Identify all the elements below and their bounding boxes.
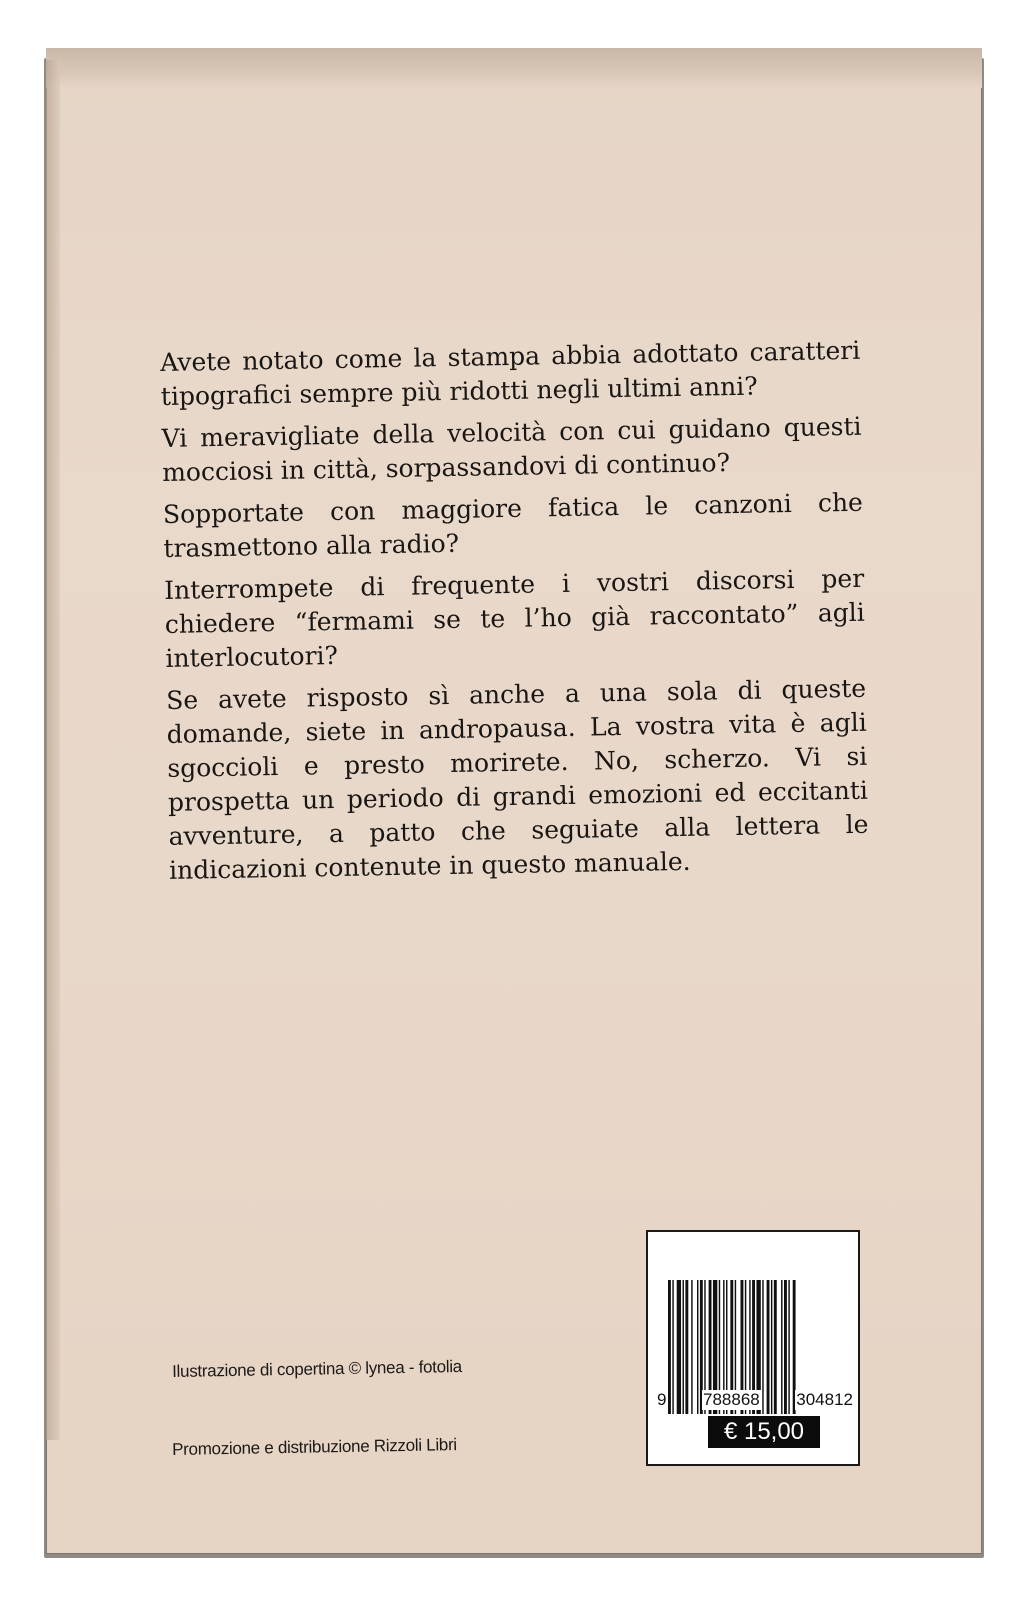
price-tag: € 15,00: [708, 1416, 820, 1448]
back-cover-blurb: [160, 334, 869, 896]
blurb-paragraph-1: Avete notato come la stampa abbia adottato caratteri tipografici sempre più ridotti negli ultimi anni?: [160, 335, 861, 411]
book-top-edge: [46, 48, 982, 88]
blurb-paragraph-4: Interrompete di frequente i vostri discorsi per chiedere “fermami se te l’ho già raccontato” agli interlocutori?: [164, 563, 866, 673]
isbn-prefix-digit: 9: [657, 1390, 667, 1409]
isbn-right-group: 304812: [796, 1390, 853, 1409]
isbn-digits: [656, 1390, 854, 1410]
distribution-credit: Promozione e distribuzione Rizzoli Libri: [172, 1435, 457, 1459]
cover-illustration-credit: Ilustrazione di copertina © lynea - fotolia: [172, 1356, 463, 1381]
blurb-paragraph-3: Sopportate con maggiore fatica le canzoni che trasmettono alla radio?: [162, 487, 864, 563]
blurb-paragraph-2: Vi meravigliate della velocità con cui guidano questi mocciosi in città, sorpassandovi di continuo?: [161, 411, 862, 487]
book-spine-edge: [46, 60, 60, 1440]
blurb-paragraph-5: Se avete risposto sì anche a una sola di queste domande, siete in andropausa. La vostra vita è agli sgoccioli e presto morirete. No, scherzo. Vi si prospetta un periodo di grandi emozioni ed eccitanti avventure, a patto che seguiate alla lettera le indicazioni contenute in questo manuale.: [165, 673, 869, 885]
isbn-left-group: 788868: [703, 1390, 760, 1409]
barcode-label: [646, 1230, 860, 1466]
